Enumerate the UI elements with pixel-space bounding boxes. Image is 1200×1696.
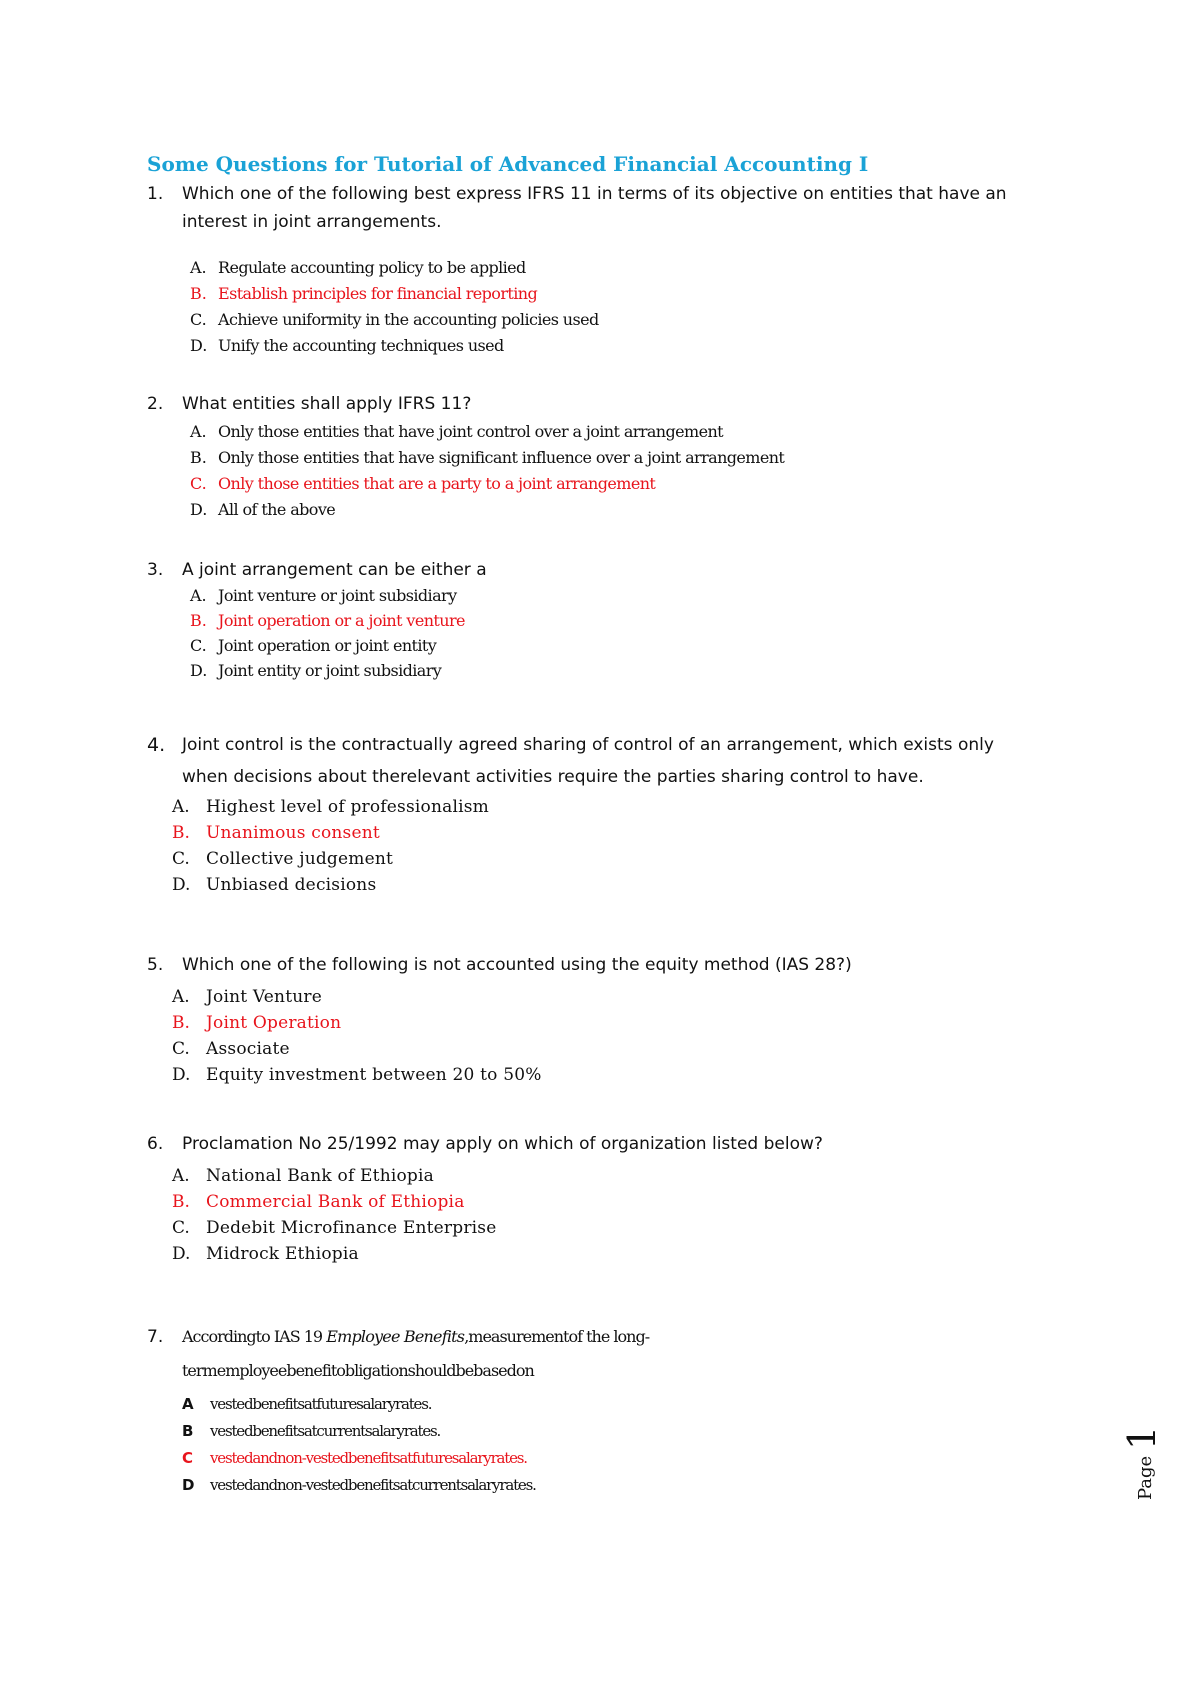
question-4 <box>147 729 1087 793</box>
question-5 <box>147 951 1087 979</box>
option-b-answer: B. Joint operation or a joint venture <box>190 611 465 630</box>
option-d: D. Unbiased decisions <box>172 875 377 895</box>
option-c: C. Collective judgement <box>172 849 394 869</box>
option-a: A. Joint venture or joint subsidiary <box>190 586 457 605</box>
option-a: A. Highest level of professionalism <box>172 797 489 817</box>
option-a: A. Joint Venture <box>172 987 322 1007</box>
question-stem: A joint arrangement can be either a <box>182 560 487 580</box>
option-b-answer: B. Unanimous consent <box>172 823 380 843</box>
question-number: 4. <box>147 734 166 756</box>
option-c-answer: C vestedandnon-vestedbenefitsatfuturesalaryrates. <box>182 1449 527 1467</box>
option-b: B vestedbenefitsatcurrentsalaryrates. <box>182 1422 441 1440</box>
question-number: 3. <box>147 560 164 580</box>
question-number: 5. <box>147 955 164 975</box>
question-number: 1. <box>147 184 164 204</box>
option-a: A vestedbenefitsatfuturesalaryrates. <box>182 1395 432 1413</box>
question-number: 2. <box>147 394 164 414</box>
option-c-answer: C. Only those entities that are a party to a joint arrangement <box>190 474 656 493</box>
option-b-answer: B. Establish principles for financial reporting <box>190 284 538 303</box>
option-d: D. Unify the accounting techniques used <box>190 336 504 355</box>
option-a: A. Regulate accounting policy to be applied <box>190 258 526 277</box>
option-c: C. Dedebit Microfinance Enterprise <box>172 1218 497 1238</box>
page-title: Some Questions for Tutorial of Advanced Financial Accounting I <box>147 152 869 176</box>
option-a: A. National Bank of Ethiopia <box>172 1166 434 1186</box>
question-number: 7. <box>147 1327 164 1347</box>
question-3 <box>147 556 1087 584</box>
option-c: C. Joint operation or joint entity <box>190 636 437 655</box>
question-stem: What entities shall apply IFRS 11? <box>182 394 472 414</box>
option-c: C. Achieve uniformity in the accounting policies used <box>190 310 599 329</box>
question-stem: Which one of the following is not accounted using the equity method (IAS 28?) <box>182 955 852 975</box>
option-c: C. Associate <box>172 1039 290 1059</box>
option-d: D. Joint entity or joint subsidiary <box>190 661 442 680</box>
question-stem: Which one of the following best express IFRS 11 in terms of its objective on entities that have an interest in joint arrangements. <box>182 184 1007 232</box>
page-number-label: Page 1 <box>1120 1425 1164 1500</box>
option-d: D. Midrock Ethiopia <box>172 1244 359 1264</box>
question-1 <box>147 180 1087 236</box>
page-number: 1 <box>1120 1425 1164 1451</box>
option-b-answer: B. Joint Operation <box>172 1013 342 1033</box>
question-number: 6. <box>147 1134 164 1154</box>
option-a: A. Only those entities that have joint control over a joint arrangement <box>190 422 723 441</box>
question-stem: Accordingto IAS 19 Employee Benefits,measurementof the long- termemployeebenefitobligationshouldbebasedon <box>182 1327 650 1380</box>
question-7 <box>147 1320 1087 1388</box>
option-b-answer: B. Commercial Bank of Ethiopia <box>172 1192 465 1212</box>
option-d: D vestedandnon-vestedbenefitsatcurrentsalaryrates. <box>182 1476 536 1494</box>
question-6 <box>147 1130 1087 1158</box>
option-b: B. Only those entities that have significant influence over a joint arrangement <box>190 448 785 467</box>
question-2 <box>147 390 1087 418</box>
option-d: D. All of the above <box>190 500 336 519</box>
question-stem: Joint control is the contractually agreed sharing of control of an arrangement, which exists only when decisions about therelevant activities require the parties sharing control to have. <box>182 735 994 787</box>
question-stem: Proclamation No 25/1992 may apply on which of organization listed below? <box>182 1134 823 1154</box>
option-d: D. Equity investment between 20 to 50% <box>172 1065 542 1085</box>
